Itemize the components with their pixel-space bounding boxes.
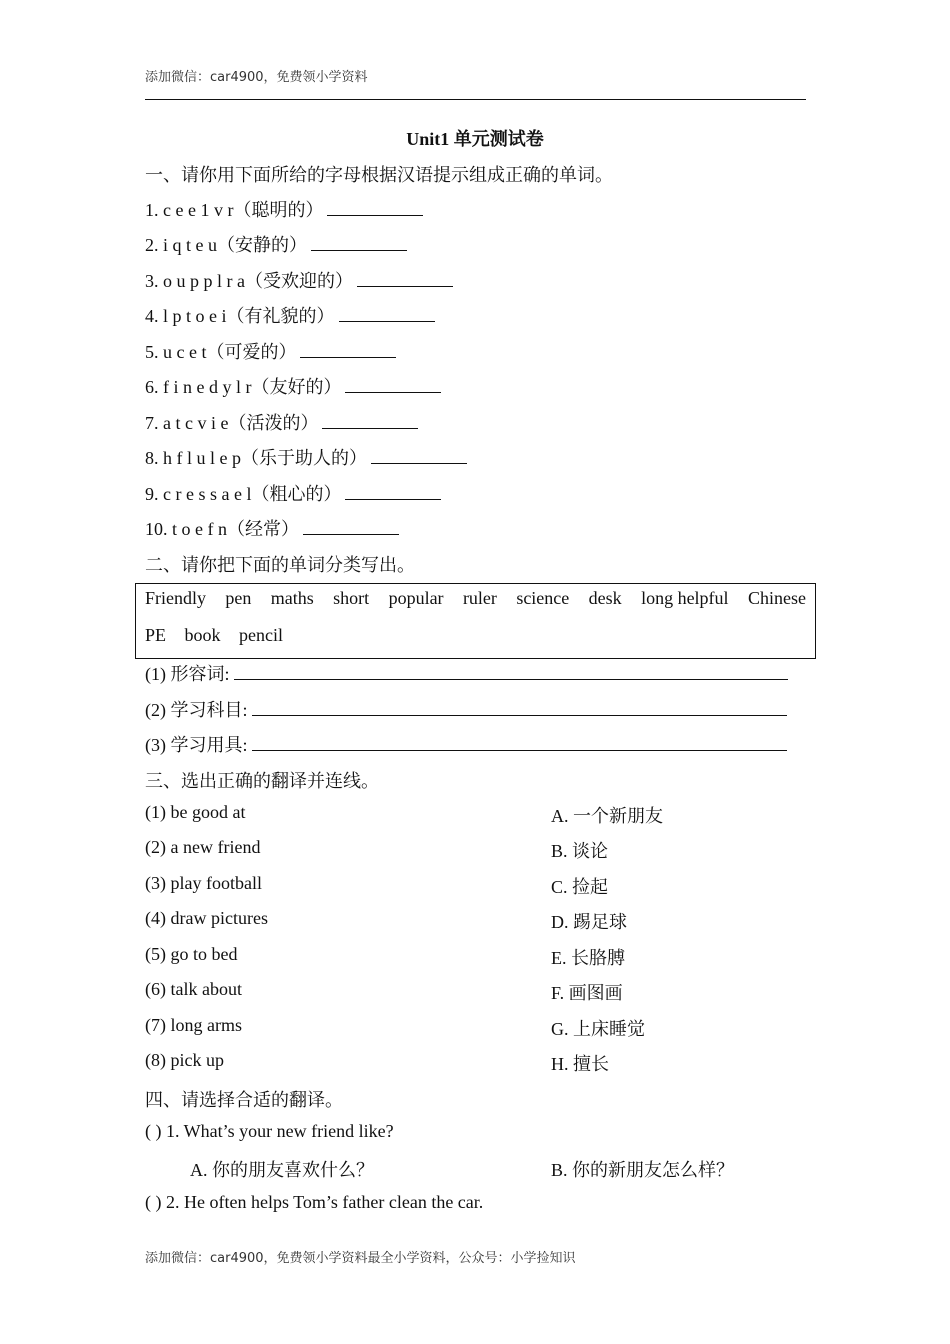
answer-blank[interactable] (303, 519, 399, 535)
answer-line[interactable] (252, 700, 787, 716)
category-stationery: (3) 学习用具: (145, 731, 787, 757)
section4-heading: 四、请选择合适的翻译。 (145, 1090, 343, 1110)
word-item: short (333, 588, 370, 608)
match-right-item[interactable]: G. 上床睡觉 (551, 1019, 645, 1039)
word-item: Friendly (145, 588, 206, 608)
option-a[interactable]: A. 你的朋友喜欢什么？ (190, 1160, 374, 1180)
section3-heading: 三、选出正确的翻译并连线。 (145, 771, 379, 791)
word-item: maths (270, 588, 314, 608)
word-item: long helpful (641, 588, 729, 608)
answer-blank[interactable] (345, 377, 441, 393)
unscramble-item: 3. o u p p l r a（受欢迎的） (145, 267, 453, 293)
page-header: 添加微信：car4900，免费领小学资料 (145, 70, 368, 85)
match-right-item[interactable]: B. 谈论 (551, 841, 609, 861)
unscramble-item: 8. h f l u l e p（乐于助人的） (145, 444, 467, 470)
unscramble-item: 4. l p t o e i（有礼貌的） (145, 302, 435, 328)
match-left-item[interactable]: (6) talk about (145, 979, 242, 999)
match-right-item[interactable]: C. 捡起 (551, 877, 609, 897)
unscramble-item: 2. i q t e u（安静的） (145, 231, 407, 257)
match-left-item[interactable]: (2) a new friend (145, 837, 261, 857)
page-title: Unit1 单元测试卷 (406, 129, 544, 149)
answer-line[interactable] (252, 735, 787, 751)
option-b[interactable]: B. 你的新朋友怎么样？ (551, 1160, 735, 1180)
question-1: ( ) 1. What’s your new friend like? (145, 1121, 394, 1141)
unscramble-item: 1. c e e 1 v r（聪明的） (145, 196, 423, 222)
answer-blank[interactable] (345, 484, 441, 500)
answer-blank[interactable] (322, 413, 418, 429)
section1-heading: 一、请你用下面所给的字母根据汉语提示组成正确的单词。 (145, 165, 613, 185)
word-item: pen (225, 588, 252, 608)
answer-blank[interactable] (311, 235, 407, 251)
match-right-item[interactable]: A. 一个新朋友 (551, 806, 663, 826)
word-item: PE (145, 625, 167, 645)
match-right-item[interactable]: F. 画图画 (551, 983, 623, 1003)
word-item: book (184, 625, 221, 645)
unscramble-item: 9. c r e s s a e l（粗心的） (145, 480, 441, 506)
unscramble-item: 10. t o e f n（经常） (145, 515, 399, 541)
word-bank-row (145, 625, 297, 646)
category-subjects: (2) 学习科目: (145, 696, 787, 722)
match-left-item[interactable]: (5) go to bed (145, 944, 238, 964)
word-item: science (516, 588, 570, 608)
word-item: ruler (462, 588, 497, 608)
word-item: desk (588, 588, 622, 608)
match-left-item[interactable]: (3) play football (145, 873, 262, 893)
category-adjectives: (1) 形容词: (145, 660, 788, 686)
match-left-item[interactable]: (4) draw pictures (145, 908, 268, 928)
word-bank-row (145, 588, 806, 609)
answer-blank[interactable] (371, 448, 467, 464)
answer-line[interactable] (234, 664, 788, 680)
unscramble-item: 5. u c e t（可爱的） (145, 338, 396, 364)
answer-blank[interactable] (357, 271, 453, 287)
word-item: popular (388, 588, 444, 608)
match-left-item[interactable]: (1) be good at (145, 802, 246, 822)
match-right-item[interactable]: E. 长胳膊 (551, 948, 625, 968)
question-2: ( ) 2. He often helps Tom’s father clean the car. (145, 1192, 484, 1212)
unscramble-item: 7. a t c v i e（活泼的） (145, 409, 418, 435)
match-right-item[interactable]: D. 踢足球 (551, 912, 627, 932)
header-divider (145, 99, 806, 100)
answer-blank[interactable] (300, 342, 396, 358)
answer-blank[interactable] (327, 200, 423, 216)
word-bank-box (135, 583, 816, 659)
unscramble-item: 6. f i n e d y l r（友好的） (145, 373, 441, 399)
page-footer: 添加微信：car4900，免费领小学资料最全小学资料，公众号：小学捡知识 (145, 1251, 576, 1266)
answer-blank[interactable] (339, 306, 435, 322)
match-left-item[interactable]: (7) long arms (145, 1015, 242, 1035)
word-item: Chinese (747, 588, 806, 608)
word-item: pencil (239, 625, 283, 645)
match-left-item[interactable]: (8) pick up (145, 1050, 224, 1070)
match-right-item[interactable]: H. 擅长 (551, 1054, 609, 1074)
section2-heading: 二、请你把下面的单词分类写出。 (145, 555, 415, 575)
